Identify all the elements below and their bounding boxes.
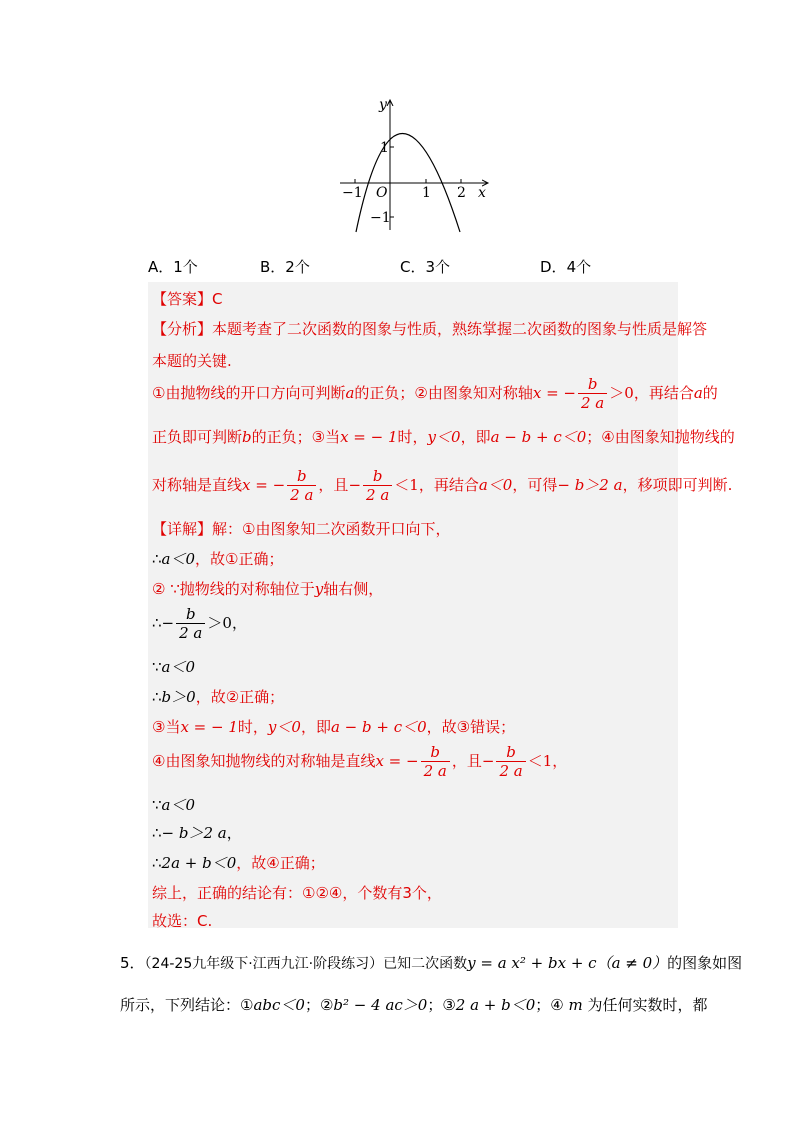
answer-value: C <box>212 290 223 308</box>
analysis-text: ，可得 <box>512 476 558 494</box>
math-expr: − <box>161 614 175 632</box>
analysis-line-2 <box>152 350 232 371</box>
analysis-text: 时， <box>397 428 428 446</box>
math-expr: x = − 1 <box>180 718 238 736</box>
fraction-b-over-2a <box>421 743 450 780</box>
question-text: 的图象如图 <box>667 954 743 972</box>
fraction-denominator: 2 a <box>179 624 203 642</box>
detail-text: ，故①正确； <box>195 550 284 568</box>
math-expr: b² − 4 ac＞0 <box>333 996 428 1014</box>
fraction-numerator: b <box>176 605 205 624</box>
parabola-graph <box>330 95 500 235</box>
analysis-text: 对称轴是直线 <box>152 476 243 494</box>
final-answer-line <box>152 910 212 931</box>
analysis-text: 的正负；③当 <box>251 428 341 446</box>
analysis-line-1 <box>152 318 707 339</box>
detail-text: ，即 <box>300 718 331 736</box>
detail-text: ，且 <box>451 752 482 770</box>
fraction-b-over-2a <box>287 467 316 504</box>
math-var: a <box>693 384 703 402</box>
fraction-denominator: 2 a <box>423 762 447 780</box>
question-number: 5． <box>120 954 145 972</box>
fraction-numerator: b <box>578 375 607 394</box>
detail-label: 【详解】解： <box>152 520 243 538</box>
fraction-numerator: b <box>496 743 525 762</box>
choice-letter: D． <box>540 258 567 276</box>
analysis-line-5 <box>152 466 732 504</box>
fraction-denominator: 2 a <box>366 486 390 504</box>
origin-label: O <box>376 185 388 201</box>
tick-label-neg1: −1 <box>342 185 363 201</box>
summary-text: 综上，正确的结论有：①②④，个数有3个， <box>152 884 442 902</box>
question-text: ；② <box>304 996 334 1014</box>
fraction-denominator: 2 a <box>290 486 314 504</box>
detail-text: ，故③错误； <box>426 718 516 736</box>
detail-line-8 <box>152 742 567 780</box>
math-expr: − b＞2 a <box>557 476 623 494</box>
choice-a[interactable] <box>148 256 198 277</box>
fraction-b-over-2a <box>496 743 525 780</box>
math-expr: − <box>348 476 362 494</box>
because-symbol: ∵ <box>152 658 162 676</box>
detail-line-1 <box>152 518 450 539</box>
answer-choices <box>0 252 800 276</box>
choice-text: 4个 <box>566 258 592 276</box>
therefore-symbol: ∴ <box>152 824 162 842</box>
detail-text: ， <box>552 752 568 770</box>
therefore-symbol: ∴ <box>152 614 162 632</box>
therefore-symbol: ∴ <box>152 854 162 872</box>
final-answer-text: 故选：C. <box>152 912 213 930</box>
fraction-b-over-2a <box>578 375 607 412</box>
analysis-text: 正负即可判断 <box>152 428 243 446</box>
choice-text: 3个 <box>425 258 451 276</box>
math-expr: a＜0 <box>161 658 196 676</box>
choice-d[interactable] <box>540 256 591 277</box>
answer-line <box>152 288 223 309</box>
fraction-denominator: 2 a <box>499 762 523 780</box>
detail-text: ， <box>231 614 247 632</box>
detail-text: ，故②正确； <box>195 688 285 706</box>
therefore-symbol: ∴ <box>152 550 162 568</box>
math-expr: y＜0 <box>267 718 301 736</box>
detail-line-3 <box>152 578 383 599</box>
detail-text: ③当 <box>152 718 181 736</box>
math-expr: ＜1 <box>394 476 419 494</box>
detail-line-7 <box>152 716 515 737</box>
choice-b[interactable] <box>260 256 310 277</box>
y-axis-label: y <box>379 97 387 113</box>
math-var: m <box>568 996 583 1014</box>
math-expr: x = − <box>375 752 419 770</box>
choice-c[interactable] <box>400 256 450 277</box>
detail-line-4 <box>152 604 247 642</box>
summary-line <box>152 882 442 903</box>
math-expr: x = − <box>532 384 576 402</box>
question-text: 所示，下列结论：① <box>120 996 254 1014</box>
math-expr: ＞0 <box>207 614 232 632</box>
choice-letter: B． <box>260 258 286 276</box>
math-expr: x = − <box>242 476 286 494</box>
fraction-numerator: b <box>363 467 392 486</box>
math-expr: 2a + b＜0 <box>161 854 237 872</box>
analysis-text: ，移项即可判断. <box>622 476 733 494</box>
fraction-b-over-2a <box>176 605 205 642</box>
detail-text: 轴右侧， <box>323 580 384 598</box>
choice-letter: C． <box>400 258 426 276</box>
x-axis-label: x <box>478 185 486 201</box>
analysis-text: 的 <box>702 384 718 402</box>
choice-text: 2个 <box>285 258 310 276</box>
detail-line-11 <box>152 852 325 873</box>
math-expr: b＞0 <box>161 688 196 706</box>
math-expr: x = − 1 <box>340 428 398 446</box>
question-5-line-1 <box>120 952 742 973</box>
analysis-text: 的正负；②由图象知对称轴 <box>354 384 533 402</box>
tick-label-yneg1: −1 <box>370 210 391 226</box>
question-5-line-2 <box>120 994 708 1015</box>
detail-text: 时， <box>237 718 268 736</box>
math-expr: − b＞2 a <box>161 824 227 842</box>
tick-label-2: 2 <box>457 185 466 201</box>
detail-text: ，故④正确； <box>236 854 325 872</box>
detail-text: ①由图象知二次函数开口向下， <box>242 520 451 538</box>
math-var: a <box>345 384 355 402</box>
tick-label-y1: 1 <box>380 140 389 156</box>
detail-line-6 <box>152 686 284 707</box>
fraction-numerator: b <box>421 743 450 762</box>
analysis-line-3 <box>152 374 718 412</box>
math-expr: a − b + c＜0 <box>490 428 587 446</box>
math-var: y <box>314 580 324 598</box>
math-var: b <box>242 428 252 446</box>
math-expr: a＜0 <box>161 550 196 568</box>
fraction-numerator: b <box>287 467 316 486</box>
analysis-text: ，再结合 <box>633 384 694 402</box>
detail-line-2 <box>152 548 284 569</box>
analysis-text: ①由抛物线的开口方向可判断 <box>152 384 346 402</box>
math-expr: y＜0 <box>427 428 461 446</box>
detail-line-10: ∴− b＞2 a， <box>152 824 242 842</box>
math-expr: y = a x² + bx + c（a ≠ 0） <box>467 954 668 972</box>
detail-text: ② ∵抛物线的对称轴位于 <box>152 580 315 598</box>
question-text: ；④ <box>535 996 569 1014</box>
analysis-text: ，即 <box>460 428 491 446</box>
math-expr: a＜0 <box>161 796 196 814</box>
analysis-text: ，且 <box>318 476 349 494</box>
analysis-line-4 <box>152 426 735 447</box>
math-expr: a − b + c＜0 <box>330 718 427 736</box>
analysis-label: 【分析】 <box>152 320 213 338</box>
tick-label-1: 1 <box>422 185 431 201</box>
therefore-symbol: ∴ <box>152 688 162 706</box>
math-expr: abc＜0 <box>253 996 305 1014</box>
choice-text: 1个 <box>173 258 198 276</box>
math-expr: ＞0 <box>609 384 634 402</box>
detail-line-5 <box>152 656 195 677</box>
analysis-text: 本题的关键. <box>152 352 232 370</box>
analysis-text: 本题考查了二次函数的图象与性质，熟练掌握二次函数的图象与性质是解答 <box>212 320 708 338</box>
fraction-b-over-2a <box>363 467 392 504</box>
fraction-denominator: 2 a <box>581 394 605 412</box>
question-text: （24-25九年级下·江西九江·阶段练习）已知二次函数 <box>144 956 468 972</box>
math-expr: ＜1 <box>527 752 553 770</box>
math-expr: a＜0 <box>478 476 513 494</box>
math-expr: 2 a + b＜0 <box>455 996 536 1014</box>
question-text: ；③ <box>427 996 456 1014</box>
answer-label: 【答案】 <box>152 290 213 308</box>
math-expr: − <box>481 752 495 770</box>
analysis-text: ，再结合 <box>418 476 479 494</box>
because-symbol: ∵ <box>152 796 162 814</box>
detail-line-9 <box>152 794 195 815</box>
question-text: 为任何实数时，都 <box>582 996 708 1014</box>
choice-letter: A． <box>148 258 174 276</box>
analysis-text: ；④由图象知抛物线的 <box>586 428 735 446</box>
detail-text: ④由图象知抛物线的对称轴是直线 <box>152 752 376 770</box>
